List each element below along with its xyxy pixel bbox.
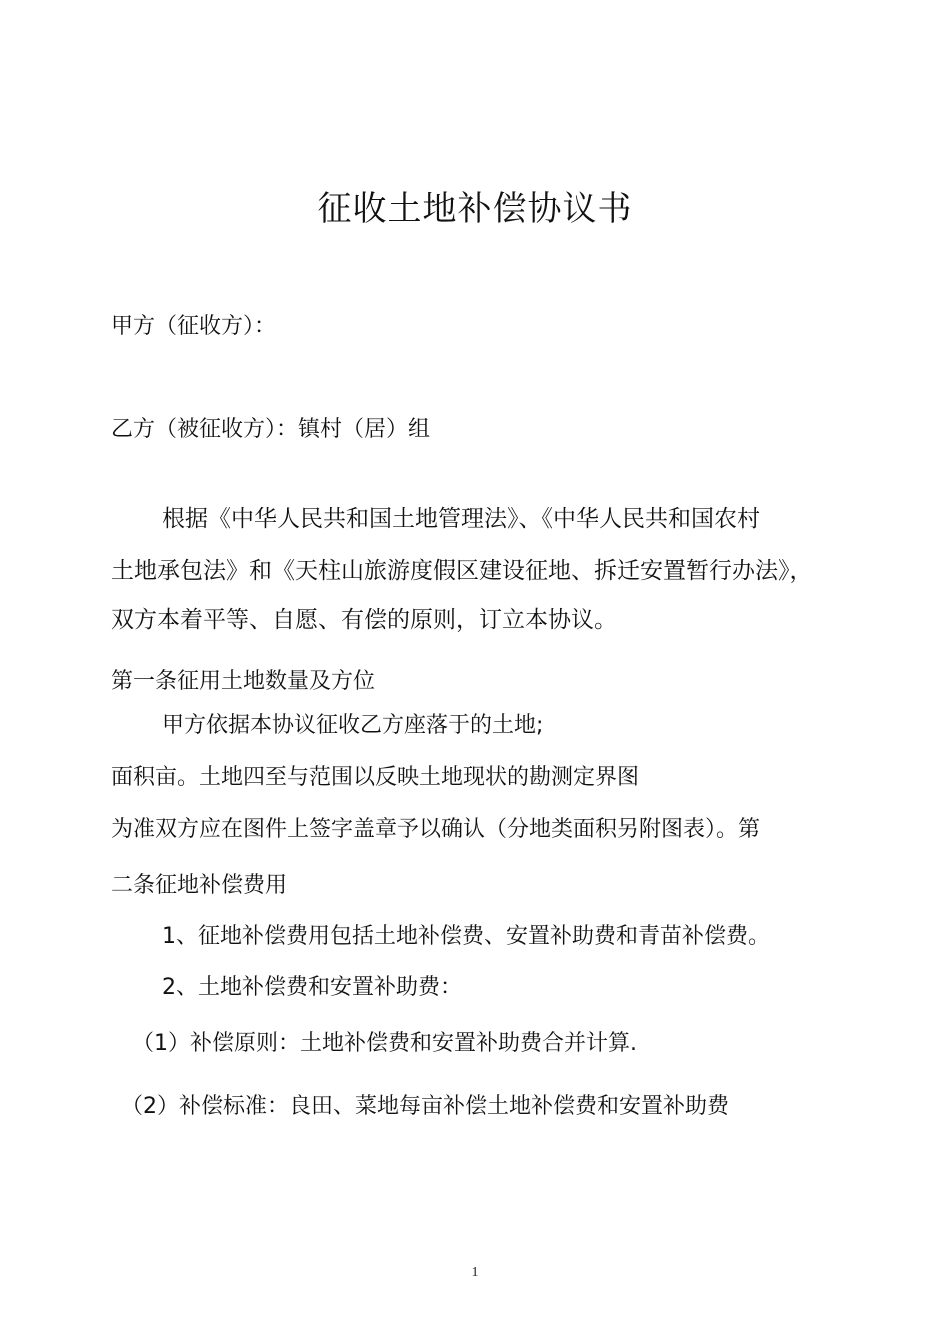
article1-body-line-1: 甲方依据本协议征收乙方座落于的土地; bbox=[162, 713, 544, 738]
article1-heading: 第一条征用土地数量及方位 bbox=[111, 669, 376, 694]
article2-heading: 二条征地补偿费用 bbox=[111, 873, 288, 898]
article1-body-line-2: 面积亩。土地四至与范围以反映土地现状的勘测定界图 bbox=[111, 765, 640, 790]
party-b-line: 乙方（被征收方）：镇村（居）组 bbox=[111, 417, 431, 442]
article2-item-2: 2、土地补偿费和安置补助费： bbox=[162, 975, 462, 1000]
article1-body-line-3: 为准双方应在图件上签字盖章予以确认（分地类面积另附图表）。第 bbox=[111, 817, 761, 842]
preamble-line-1: 根据《中华人民共和国土地管理法》、《中华人民共和国农村 bbox=[162, 506, 760, 532]
article2-item-1: 1、征地补偿费用包括土地补偿费、安置补助费和青苗补偿费。 bbox=[162, 924, 770, 949]
document-title: 征收土地补偿协议书 bbox=[317, 189, 633, 229]
sub-item-2: （2）补偿标准：良田、菜地每亩补偿土地补偿费和安置补助费 bbox=[121, 1094, 729, 1119]
page-number: 1 bbox=[471, 1265, 479, 1280]
sub-item-1: （1）补偿原则：土地补偿费和安置补助费合并计算. bbox=[132, 1031, 637, 1056]
preamble-line-3: 双方本着平等、自愿、有偿的原则，订立本协议。 bbox=[111, 607, 617, 633]
party-a-line: 甲方（征收方）： bbox=[111, 314, 277, 339]
preamble-line-2: 土地承包法》和《天柱山旅游度假区建设征地、拆迁安置暂行办法》， bbox=[111, 558, 813, 584]
